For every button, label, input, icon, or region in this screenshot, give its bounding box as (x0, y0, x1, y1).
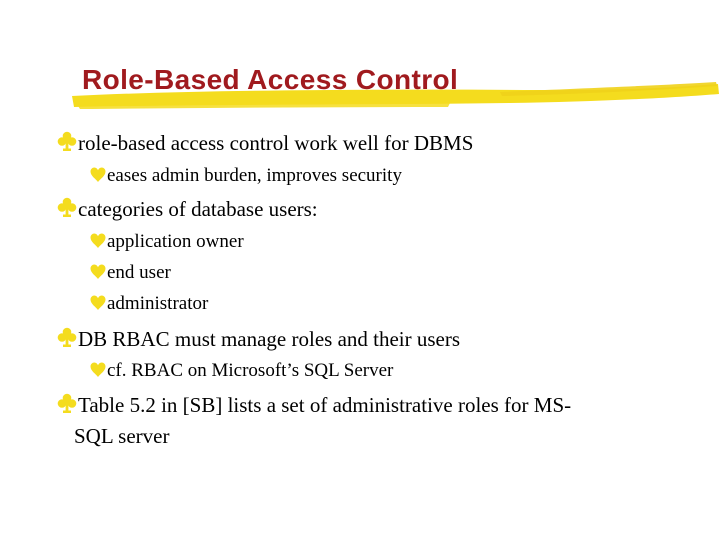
club-icon (57, 327, 77, 347)
bullet-item (57, 131, 473, 156)
club-icon (57, 393, 77, 413)
bullet-text: end user (107, 262, 171, 283)
bullet-text: cf. RBAC on Microsoft’s SQL Server (107, 360, 394, 381)
bullet-text: application owner (107, 231, 244, 252)
bullet-text: DB RBAC must manage roles and their users (78, 327, 461, 351)
bullet-text: role-based access control work well for DBMS (78, 131, 474, 155)
heart-icon (90, 233, 106, 249)
heart-icon (90, 167, 106, 183)
bullet-item (90, 165, 402, 187)
bullet-text: Table 5.2 in [SB] lists a set of administrative roles for MS- (78, 393, 572, 417)
bullet-item (90, 360, 393, 382)
heart-icon (90, 264, 106, 280)
bullet-item (57, 393, 571, 418)
bullet-item (57, 327, 460, 352)
club-icon (57, 131, 77, 151)
bullet-item (90, 293, 208, 315)
heart-icon (90, 295, 106, 311)
bullet-item (90, 231, 244, 253)
club-icon (57, 197, 77, 217)
bullet-text: administrator (107, 293, 209, 314)
bullet-text: categories of database users: (78, 197, 318, 221)
bullet-item (57, 197, 318, 222)
slide-title: Role-Based Access Control (82, 64, 459, 95)
bullet-item (90, 262, 171, 284)
bullet-continuation: SQL server (74, 424, 170, 448)
bullet-text: eases admin burden, improves security (107, 165, 402, 186)
heart-icon (90, 362, 106, 378)
